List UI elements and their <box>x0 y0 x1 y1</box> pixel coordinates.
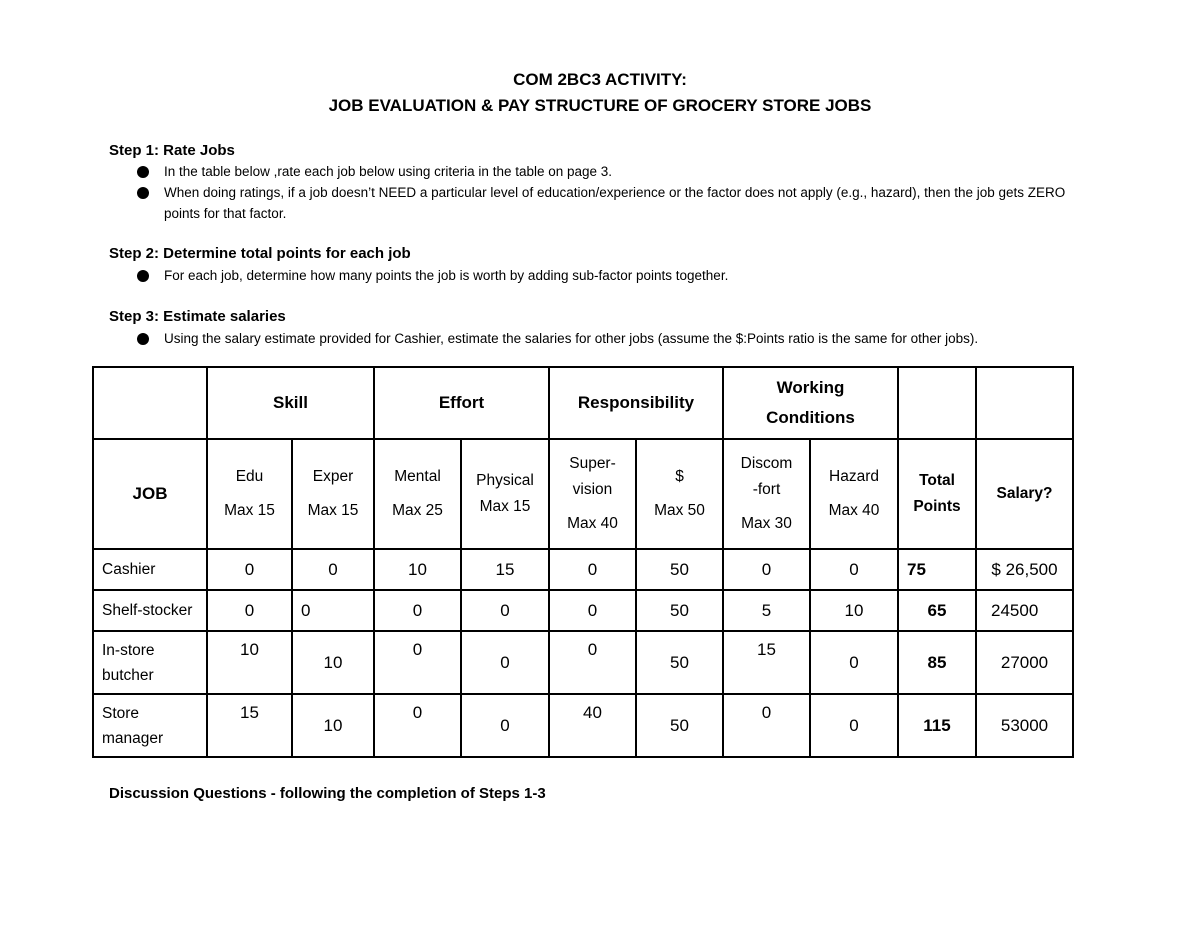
step3-bullet-1-text: Using the salary estimate provided for Cashier, estimate the salaries for other jobs (assume the $:Points ratio is the same for other jobs). <box>164 331 979 346</box>
cell-mental: 0 <box>374 631 461 694</box>
bullet-dot-icon <box>137 187 149 199</box>
step1-bullet-1-text: In the table below ,rate each job below using criteria in the table on page 3. <box>164 164 613 179</box>
bullet-dot-icon <box>137 270 149 282</box>
cell-exper: 10 <box>292 631 374 694</box>
cell-discomfort: 0 <box>723 694 810 757</box>
cell-exper: 0 <box>292 590 374 631</box>
document-title-line1: COM 2BC3 ACTIVITY: <box>513 70 687 89</box>
row-job-name <box>93 694 207 757</box>
cell-supervision: 0 <box>549 590 636 631</box>
col-mental <box>374 439 461 549</box>
cell-discomfort: 0 <box>723 549 810 590</box>
bullet-dot-icon <box>137 333 149 345</box>
cell-salary: 27000 <box>976 631 1073 694</box>
col-exper-max: Max 15 <box>307 502 359 519</box>
cell-salary: 53000 <box>976 694 1073 757</box>
col-discomfort <box>723 439 810 549</box>
col-dollar-name: $ <box>675 468 684 485</box>
col-total-line2: Points <box>913 498 961 515</box>
step3-heading: Step 3: Estimate salaries <box>109 308 286 325</box>
cell-edu: 0 <box>207 549 292 590</box>
row-job-name-line1: Store <box>102 704 140 722</box>
cell-supervision: 0 <box>549 549 636 590</box>
cell-hazard: 0 <box>810 694 898 757</box>
cell-hazard: 10 <box>810 590 898 631</box>
col-discomfort-name-2: -fort <box>752 481 781 498</box>
cell-mental: 0 <box>374 590 461 631</box>
group-skill: Skill <box>207 367 374 439</box>
table-row-in-store-butcher <box>93 631 1073 694</box>
col-job: JOB <box>93 439 207 549</box>
row-job-name <box>93 631 207 694</box>
col-supervision <box>549 439 636 549</box>
step1-heading: Step 1: Rate Jobs <box>109 142 235 159</box>
row-job-name: Cashier <box>93 549 207 590</box>
col-discomfort-max: Max 30 <box>741 515 792 532</box>
col-discomfort-name-1: Discom <box>740 455 793 472</box>
cell-mental: 0 <box>374 694 461 757</box>
col-edu-name: Edu <box>235 468 264 485</box>
step2-heading: Step 2: Determine total points for each job <box>109 245 411 262</box>
step3-bullet-1 <box>137 328 1087 349</box>
col-dollar-max: Max 50 <box>654 502 705 519</box>
cell-physical: 15 <box>461 549 549 590</box>
bullet-dot-icon <box>137 166 149 178</box>
col-physical-name: Physical <box>476 472 534 489</box>
col-hazard-name: Hazard <box>829 468 879 485</box>
table-row-cashier <box>93 549 1073 590</box>
cell-supervision: 40 <box>549 694 636 757</box>
col-supervision-name-1: Super- <box>569 455 616 472</box>
col-exper <box>292 439 374 549</box>
cell-mental: 10 <box>374 549 461 590</box>
cell-exper: 0 <box>292 549 374 590</box>
col-supervision-name-2: vision <box>572 481 613 498</box>
cell-physical: 0 <box>461 694 549 757</box>
cell-supervision: 0 <box>549 631 636 694</box>
cell-discomfort: 5 <box>723 590 810 631</box>
col-hazard <box>810 439 898 549</box>
col-dollar <box>636 439 723 549</box>
cell-dollar: 50 <box>636 549 723 590</box>
cell-hazard: 0 <box>810 549 898 590</box>
cell-exper: 10 <box>292 694 374 757</box>
cell-dollar: 50 <box>636 590 723 631</box>
empty-header-cell <box>976 367 1073 439</box>
row-job-name-line2: butcher <box>102 666 154 684</box>
group-effort: Effort <box>374 367 549 439</box>
cell-total-points: 85 <box>898 631 976 694</box>
cell-discomfort: 15 <box>723 631 810 694</box>
cell-salary: $ 26,500 <box>976 549 1073 590</box>
col-salary: Salary? <box>976 439 1073 549</box>
cell-physical: 0 <box>461 590 549 631</box>
col-hazard-max: Max 40 <box>828 502 880 519</box>
cell-salary: 24500 <box>976 590 1073 631</box>
col-edu-max: Max 15 <box>224 502 275 519</box>
col-supervision-max: Max 40 <box>567 515 618 532</box>
document-title-line2: JOB EVALUATION & PAY STRUCTURE OF GROCERY STORE JOBS <box>328 96 872 115</box>
step1-bullet-2-text: When doing ratings, if a job doesn’t NEED a particular level of education/experience or the factor does not apply (e.g., hazard), then the job gets ZERO points for that factor. <box>164 185 1066 221</box>
col-edu <box>207 439 292 549</box>
step2-bullet-1-text: For each job, determine how many points the job is worth by adding sub-factor points together. <box>164 268 729 283</box>
step1-bullet-2 <box>137 182 1087 224</box>
col-total-line1: Total <box>919 472 955 489</box>
col-total-points <box>898 439 976 549</box>
group-working-conditions <box>723 367 898 439</box>
step1-bullet-1 <box>137 161 1087 182</box>
table-row-store-manager <box>93 694 1073 757</box>
table-row-shelf-stocker <box>93 590 1073 631</box>
empty-header-cell <box>898 367 976 439</box>
col-mental-name: Mental <box>394 468 441 485</box>
col-physical <box>461 439 549 549</box>
row-job-name: Shelf-stocker <box>93 590 207 631</box>
cell-dollar: 50 <box>636 631 723 694</box>
group-responsibility: Responsibility <box>549 367 723 439</box>
job-evaluation-table <box>92 366 1074 758</box>
group-working-line2: Conditions <box>766 408 855 427</box>
discussion-questions-heading: Discussion Questions - following the completion of Steps 1-3 <box>109 785 546 802</box>
cell-total-points: 65 <box>898 590 976 631</box>
cell-hazard: 0 <box>810 631 898 694</box>
col-mental-max: Max 25 <box>392 502 443 519</box>
col-physical-max: Max 15 <box>479 498 531 515</box>
table-column-header-row <box>93 439 1073 549</box>
cell-edu: 15 <box>207 694 292 757</box>
empty-header-cell <box>93 367 207 439</box>
table-group-header-row <box>93 367 1073 439</box>
cell-total-points: 75 <box>898 549 976 590</box>
cell-edu: 0 <box>207 590 292 631</box>
row-job-name-line2: manager <box>102 729 164 747</box>
row-job-name-line1: In-store <box>102 641 155 659</box>
cell-edu: 10 <box>207 631 292 694</box>
cell-dollar: 50 <box>636 694 723 757</box>
group-working-line1: Working <box>776 378 845 397</box>
step2-bullet-1 <box>137 265 1087 286</box>
col-exper-name: Exper <box>312 468 354 485</box>
cell-physical: 0 <box>461 631 549 694</box>
cell-total-points: 115 <box>898 694 976 757</box>
